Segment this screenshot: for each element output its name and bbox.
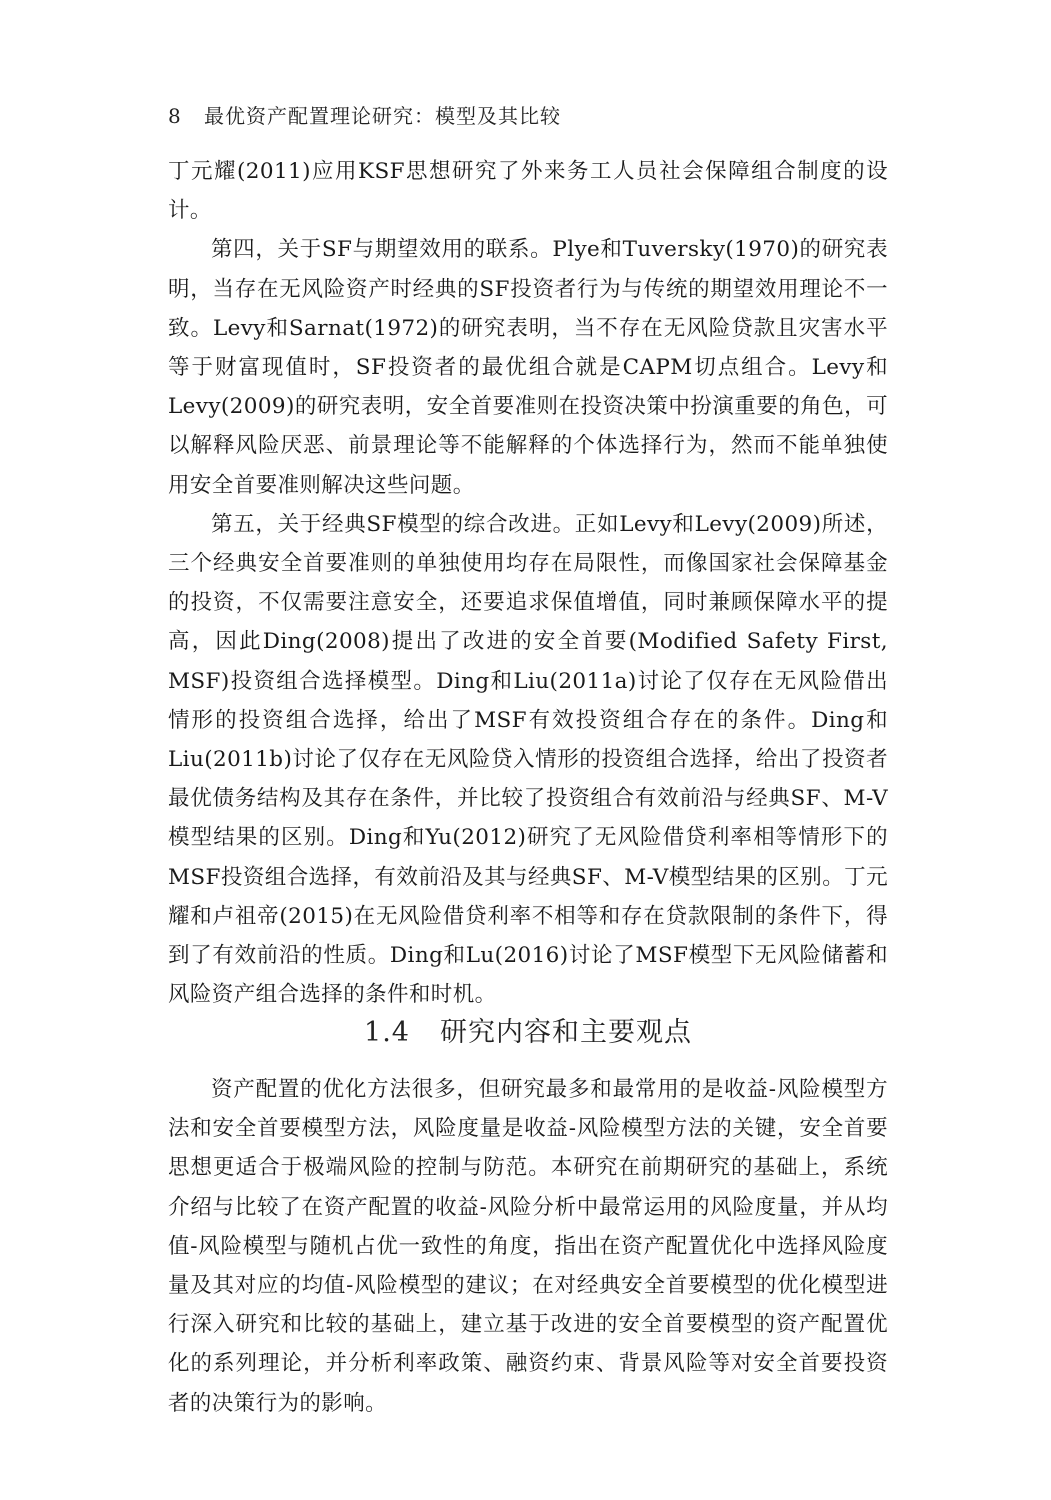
paragraph-fourth-point: 第四，关于SF与期望效用的联系。Plye和Tuversky(1970)的研究表明，当存在无风险资产时经典的SF投资者行为与传统的期望效用理论不一致。Levy和Sarnat(1972)的研究表明，当不存在无风险贷款且灾害水平等于财富现值时，SF投资者的最优组合就是CAPM切点组合。Levy和Levy(2009)的研究表明，安全首要准则在投资决策中扮演重要的角色，可以解释风险厌恶、前景理论等不能解释的个体选择行为，然而不能单独使用安全首要准则解决这些问题。 xyxy=(168,237,888,498)
section-title: 研究内容和主要观点 xyxy=(439,1017,692,1048)
running-header xyxy=(168,100,561,129)
paragraph-continuation: 丁元耀(2011)应用KSF思想研究了外来务工人员社会保障组合制度的设计。 xyxy=(168,159,888,224)
body-text-bottom xyxy=(168,1070,888,1423)
paragraph-section-intro: 资产配置的优化方法很多，但研究最多和最常用的是收益-风险模型方法和安全首要模型方法，风险度量是收益-风险模型方法的关键，安全首要思想更适合于极端风险的控制与防范。本研究在前期研究的基础上，系统介绍与比较了在资产配置的收益-风险分析中最常运用的风险度量，并从均值-风险模型与随机占优一致性的角度，指出在资产配置优化中选择风险度量及其对应的均值-风险模型的建议；在对经典安全首要模型的优化模型进行深入研究和比较的基础上，建立基于改进的安全首要模型的资产配置优化的系列理论，并分析利率政策、融资约束、背景风险等对安全首要投资者的决策行为的影响。 xyxy=(168,1077,888,1416)
body-text-top xyxy=(168,152,888,1014)
section-number: 1.4 xyxy=(364,1017,410,1048)
section-heading-container xyxy=(168,1010,888,1049)
paragraph-fifth-point: 第五，关于经典SF模型的综合改进。正如Levy和Levy(2009)所述，三个经典安全首要准则的单独使用均存在局限性，而像国家社会保障基金的投资，不仅需要注意安全，还要追求保值增值，同时兼顾保障水平的提高，因此Ding(2008)提出了改进的安全首要(Modified Safety First, MSF)投资组合选择模型。Ding和Liu(2011a)讨论了仅存在无风险借出情形的投资组合选择，给出了MSF有效投资组合存在的条件。Ding和Liu(2011b)讨论了仅存在无风险贷入情形的投资组合选择，给出了投资者最优债务结构及其存在条件，并比较了投资组合有效前沿与经典SF、M-V模型结果的区别。Ding和Yu(2012)研究了无风险借贷利率相等情形下的MSF投资组合选择，有效前沿及其与经典SF、M-V模型结果的区别。丁元耀和卢祖帝(2015)在无风险借贷利率不相等和存在贷款限制的条件下，得到了有效前沿的性质。Ding和Lu(2016)讨论了MSF模型下无风险储蓄和风险资产组合选择的条件和时机。 xyxy=(168,511,888,1008)
section-heading xyxy=(168,1010,888,1049)
book-title: 最优资产配置理论研究：模型及其比较 xyxy=(204,104,561,128)
page-number: 8 xyxy=(168,104,182,128)
